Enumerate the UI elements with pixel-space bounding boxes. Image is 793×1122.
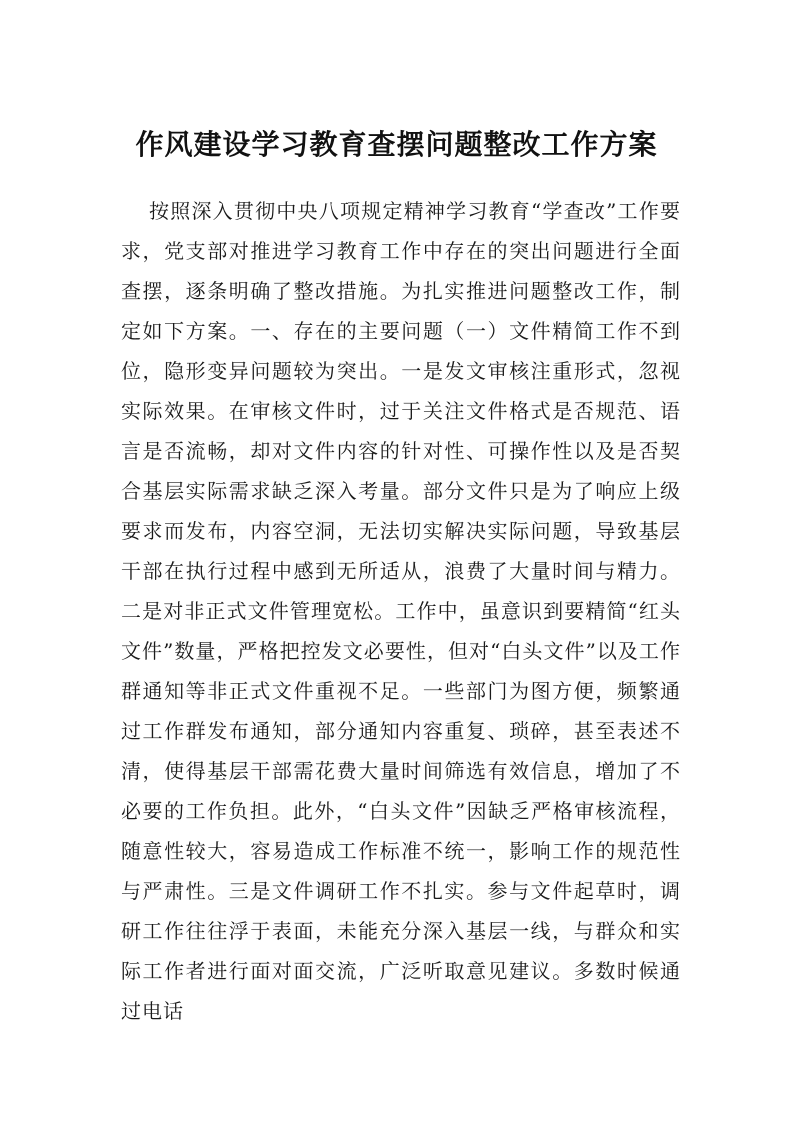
document-body-paragraph: 按照深入贯彻中央八项规定精神学习教育“学查改”工作要求，党支部对推进学习教育工作中存在的突出问题进行全面查摆，逐条明确了整改措施。为扎实推进问题整改工作，制定如下方案。一、存在的主要问题（一）文件精简工作不到位，隐形变异问题较为突出。一是发文审核注重形式，忽视实际效果。在审核文件时，过于关注文件格式是否规范、语言是否流畅，却对文件内容的针对性、可操作性以及是否契合基层实际需求缺乏深入考量。部分文件只是为了响应上级要求而发布，内容空洞，无法切实解决实际问题，导致基层干部在执行过程中感到无所适从，浪费了大量时间与精力。二是对非正式文件管理宽松。工作中，虽意识到要精简“红头文件”数量，严格把控发文必要性，但对“白头文件”以及工作群通知等非正式文件重视不足。一些部门为图方便，频繁通过工作群发布通知，部分通知内容重复、琐碎，甚至表述不清，使得基层干部需花费大量时间筛选有效信息，增加了不必要的工作负担。此外，“白头文件”因缺乏严格审核流程，随意性较大，容易造成工作标准不统一，影响工作的规范性与严肃性。三是文件调研工作不扎实。参与文件起草时，调研工作往往浮于表面，未能充分深入基层一线，与群众和实际工作者进行面对面交流，广泛听取意见建议。多数时候通过电话: [121, 199, 681, 1023]
document-title: 作风建设学习教育查摆问题整改工作方案: [135, 128, 658, 161]
